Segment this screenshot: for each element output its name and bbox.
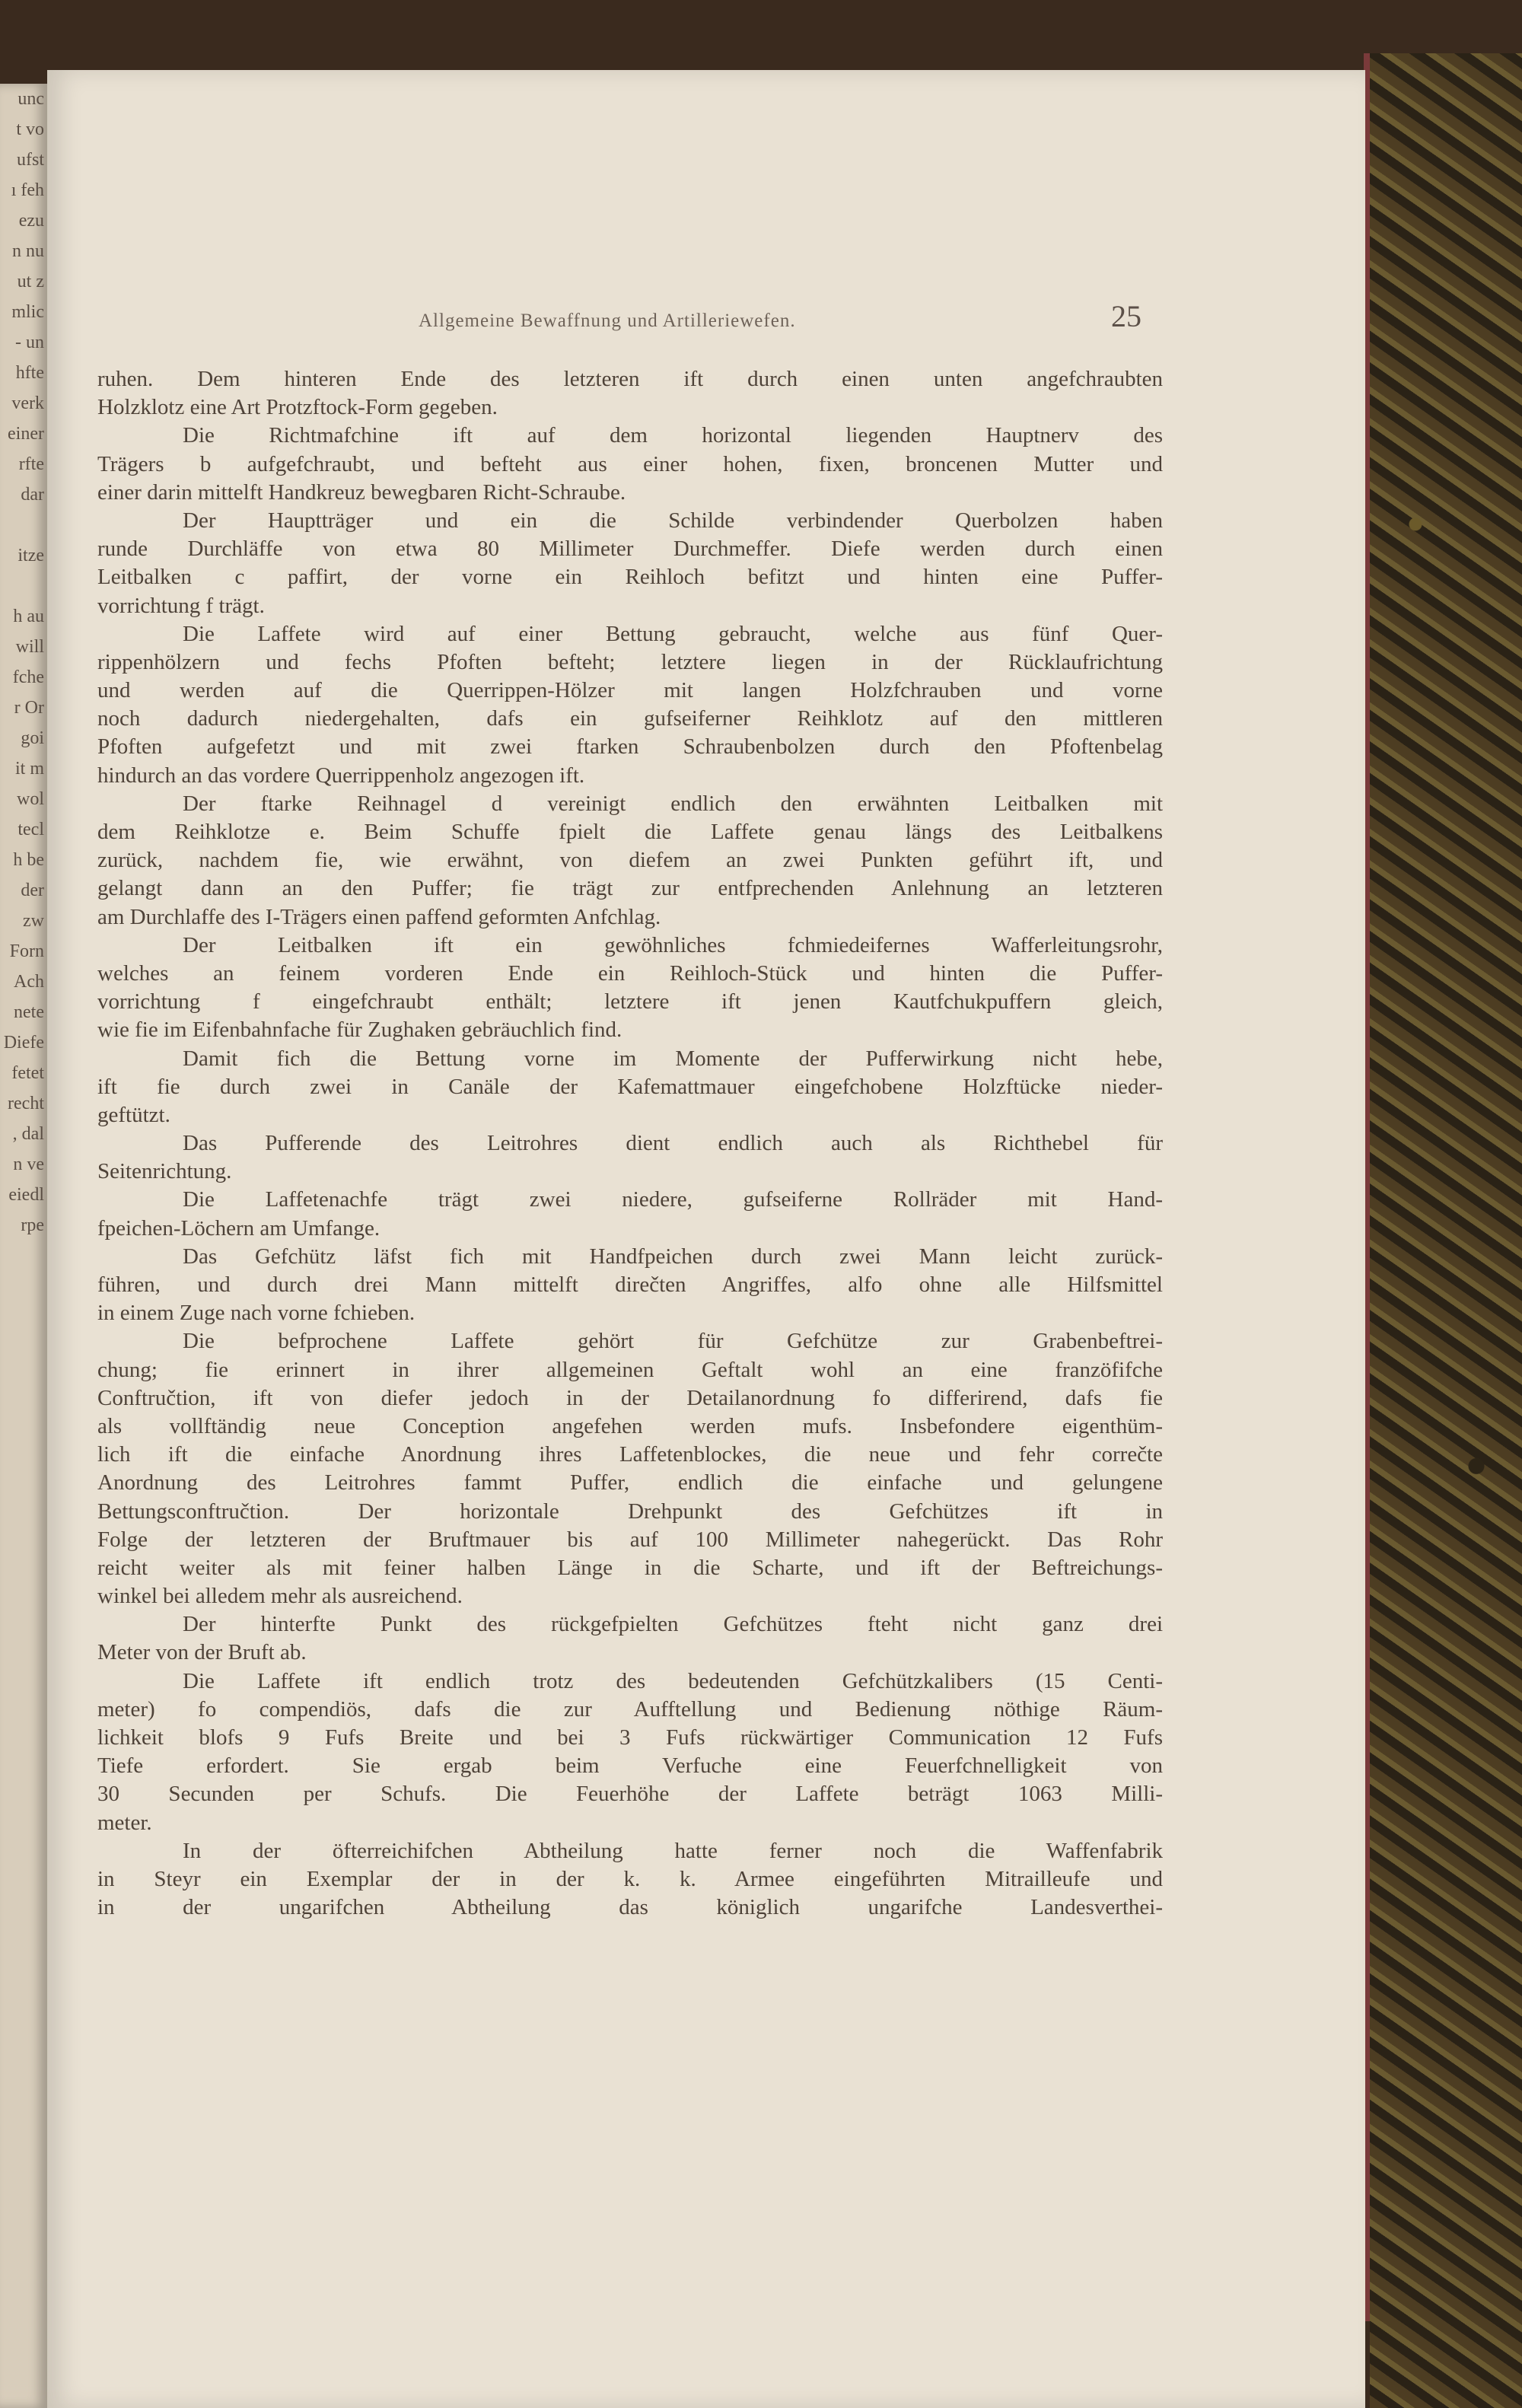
facing-page-text: [0, 84, 47, 1241]
facing-page-fragment: rfte: [18, 454, 44, 474]
text-line: rippenhölzern und fechs Pfoften befteht; letztere liegen in der Rücklaufrichtung: [97, 649, 1163, 674]
text-line: als vollftändig neue Conception angefehen werden mufs. Insbefondere eigenthüm-: [97, 1413, 1163, 1438]
facing-page-fragment: unc: [18, 89, 44, 109]
text-line: Das Pufferende des Leitrohres dient endlich auch als Richthebel für: [183, 1131, 1163, 1156]
facing-page-fragment: [0, 571, 47, 601]
facing-page-fragment: einer: [8, 424, 44, 444]
facing-page-fragment: wol: [17, 789, 44, 809]
text-line: Bettungsconftručtion. Der horizontale Drehpunkt des Gefchützes ift in: [97, 1499, 1163, 1524]
facing-page-fragment: r Or: [14, 698, 44, 718]
text-line: Seitenrichtung.: [97, 1159, 232, 1184]
facing-page-fragment: recht: [8, 1094, 44, 1113]
text-line: winkel bei alledem mehr als ausreichend.: [97, 1584, 463, 1609]
text-line: in einem Zuge nach vorne fchieben.: [97, 1301, 416, 1326]
facing-page-fragment: fetet: [11, 1063, 44, 1083]
facing-page-fragment: [0, 510, 47, 540]
text-line: lich ift die einfache Anordnung ihres Laffetenblockes, die neue und fehr correčte: [97, 1442, 1163, 1467]
text-line: Die Laffete wird auf einer Bettung gebraucht, welche aus fünf Quer-: [183, 621, 1163, 646]
text-line: Trägers b aufgefchraubt, und befteht aus einer hohen, fixen, broncenen Mutter und: [97, 451, 1163, 476]
facing-page-fragment: ezu: [18, 211, 44, 231]
text-line: Der ftarke Reihnagel d vereinigt endlich den erwähnten Leitbalken mit: [183, 791, 1163, 816]
facing-page-fragment: mlic: [11, 302, 44, 322]
text-line: Anordnung des Leitrohres fammt Puffer, endlich die einfache und gelungene: [97, 1470, 1163, 1495]
text-line: Die Laffetenachfe trägt zwei niedere, gufseiferne Rollräder mit Hand-: [183, 1187, 1163, 1212]
text-line: geftützt.: [97, 1102, 170, 1127]
text-line: fpeichen-Löchern am Umfange.: [97, 1215, 380, 1241]
facing-page-fragment: Forn: [9, 941, 44, 961]
facing-page-fragment: hfte: [15, 363, 44, 383]
text-line: führen, und durch drei Mann mittelft direčten Angriffes, alfo ohne alle Hilfsmittel: [97, 1272, 1163, 1297]
facing-page-fragment: ut z: [17, 272, 44, 291]
facing-page-fragment: Diefe: [3, 1033, 44, 1053]
text-line: hindurch an das vordere Querrippenholz angezogen ift.: [97, 763, 585, 788]
text-line: meter) fo compendiös, dafs die zur Aufftellung und Bedienung nöthige Räum-: [97, 1696, 1163, 1722]
text-line: Holzklotz eine Art Protzftock-Form gegeben.: [97, 395, 498, 420]
page-number: 25: [1111, 299, 1142, 333]
text-line: ruhen. Dem hinteren Ende des letzteren ift durch einen unten angefchraubten: [97, 367, 1163, 391]
facing-page: [0, 84, 47, 2408]
facing-page-fragment: h au: [13, 607, 44, 626]
text-line: Meter von der Bruft ab.: [97, 1640, 307, 1665]
facing-page-fragment: t vo: [16, 119, 44, 139]
text-line: am Durchlaffe des I-Trägers einen paffend geformten Anfchlag.: [97, 904, 661, 929]
text-line: meter.: [97, 1810, 152, 1835]
text-line: welches an feinem vorderen Ende ein Reihloch-Stück und hinten die Puffer-: [97, 960, 1163, 986]
facing-page-fragment: - un: [15, 333, 44, 352]
facing-page-fragment: n nu: [12, 241, 44, 261]
marbled-book-edge: [1370, 53, 1522, 2408]
text-line: vorrichtung f eingefchraubt enthält; letztere ift jenen Kautfchukpuffern gleich,: [97, 989, 1163, 1014]
facing-page-fragment: dar: [21, 485, 44, 505]
text-line: lichkeit blofs 9 Fufs Breite und bei 3 Fufs rückwärtiger Communication 12 Fufs: [97, 1725, 1163, 1750]
text-line: Leitbalken c paffirt, der vorne ein Reihloch befitzt und hinten eine Puffer-: [97, 565, 1163, 590]
body-text: [97, 365, 1163, 1922]
book-page: [47, 70, 1365, 2408]
text-line: In der öfterreichifchen Abtheilung hatte ferner noch die Waffenfabrik: [183, 1838, 1163, 1863]
text-line: dem Reihklotze e. Beim Schuffe fpielt die Laffete genau längs des Leitbalkens: [97, 820, 1163, 844]
text-line: Der Leitbalken ift ein gewöhnliches fchmiedeifernes Wafferleitungsrohr,: [183, 932, 1163, 957]
text-line: zurück, nachdem fie, wie erwähnt, von diefem an zwei Punkten geführt ift, und: [97, 848, 1163, 873]
facing-page-fragment: fche: [12, 667, 44, 687]
facing-page-fragment: tecl: [18, 820, 44, 839]
text-line: Die Laffete ift endlich trotz des bedeutenden Gefchützkalibers (15 Centi-: [183, 1668, 1163, 1693]
text-line: Der Hauptträger und ein die Schilde verbindender Querbolzen haben: [183, 508, 1163, 533]
text-line: und werden auf die Querrippen-Hölzer mit langen Holzfchrauben und vorne: [97, 678, 1163, 703]
facing-page-fragment: it m: [14, 759, 44, 779]
facing-page-fragment: h be: [13, 850, 44, 870]
facing-page-fragment: itze: [18, 546, 44, 565]
facing-page-fragment: rpe: [21, 1215, 44, 1235]
text-line: einer darin mittelft Handkreuz bewegbaren Richt-Schraube.: [97, 479, 626, 505]
facing-page-fragment: goi: [21, 728, 44, 748]
text-line: Pfoften aufgefetzt und mit zwei ftarken Schraubenbolzen durch den Pfoftenbelag: [97, 734, 1163, 760]
text-line: wie fie im Eifenbahnfache für Zughaken gebräuchlich find.: [97, 1018, 622, 1043]
text-line: noch dadurch niedergehalten, dafs ein gufseiferner Reihklotz auf den mittleren: [97, 706, 1163, 731]
facing-page-fragment: zw: [23, 911, 44, 931]
text-line: Die befprochene Laffete gehört für Gefchütze zur Grabenbeftrei-: [183, 1329, 1163, 1354]
text-line: Folge der letzteren der Bruftmauer bis auf 100 Millimeter nahegerückt. Das Rohr: [97, 1527, 1163, 1552]
text-line: in Steyr ein Exemplar der in der k. k. Armee eingeführten Mitrailleufe und: [97, 1866, 1163, 1891]
text-line: Conftručtion, ift von diefer jedoch in der Detailanordnung fo differirend, dafs fie: [97, 1385, 1163, 1410]
text-line: ift fie durch zwei in Canäle der Kafemattmauer eingefchobene Holzftücke nieder-: [97, 1074, 1163, 1099]
facing-page-fragment: will: [15, 637, 44, 657]
text-line: gelangt dann an den Puffer; fie trägt zur entfprechenden Anlehnung an letzteren: [97, 876, 1163, 901]
text-line: Die Richtmafchine ift auf dem horizontal liegenden Hauptnerv des: [183, 423, 1163, 448]
facing-page-fragment: n ve: [13, 1155, 44, 1174]
text-line: chung; fie erinnert in ihrer allgemeinen Geftalt wohl an eine franzöfifche: [97, 1357, 1163, 1382]
facing-page-fragment: Ach: [14, 972, 44, 992]
text-line: Damit fich die Bettung vorne im Momente der Pufferwirkung nicht hebe,: [183, 1046, 1163, 1071]
text-line: vorrichtung f trägt.: [97, 593, 265, 618]
text-line: Der hinterfte Punkt des rückgefpielten Gefchützes fteht nicht ganz drei: [183, 1612, 1163, 1637]
running-title: Allgemeine Bewaffnung und Artilleriewefen.: [419, 311, 796, 331]
text-line: Tiefe erfordert. Sie ergab beim Verfuche eine Feuerfchnelligkeit von: [97, 1753, 1163, 1779]
text-line: in der ungarifchen Abtheilung das königlich ungarifche Landesverthei-: [97, 1895, 1163, 1920]
text-line: reicht weiter als mit feiner halben Länge in die Scharte, und ift der Beftreichungs-: [97, 1555, 1163, 1580]
facing-page-fragment: ı feh: [11, 180, 44, 200]
facing-page-fragment: , dal: [12, 1124, 44, 1144]
text-line: 30 Secunden per Schufs. Die Feuerhöhe der Laffete beträgt 1063 Milli-: [97, 1782, 1163, 1807]
text-line: Das Gefchütz läfst fich mit Handfpeichen durch zwei Mann leicht zurück-: [183, 1244, 1163, 1269]
facing-page-fragment: eiedl: [8, 1185, 44, 1205]
facing-page-fragment: ufst: [17, 150, 44, 170]
text-line: runde Durchläffe von etwa 80 Millimeter Durchmeffer. Diefe werden durch einen: [97, 537, 1163, 562]
facing-page-fragment: verk: [11, 393, 44, 413]
facing-page-fragment: nete: [14, 1002, 44, 1022]
facing-page-fragment: der: [21, 881, 44, 900]
